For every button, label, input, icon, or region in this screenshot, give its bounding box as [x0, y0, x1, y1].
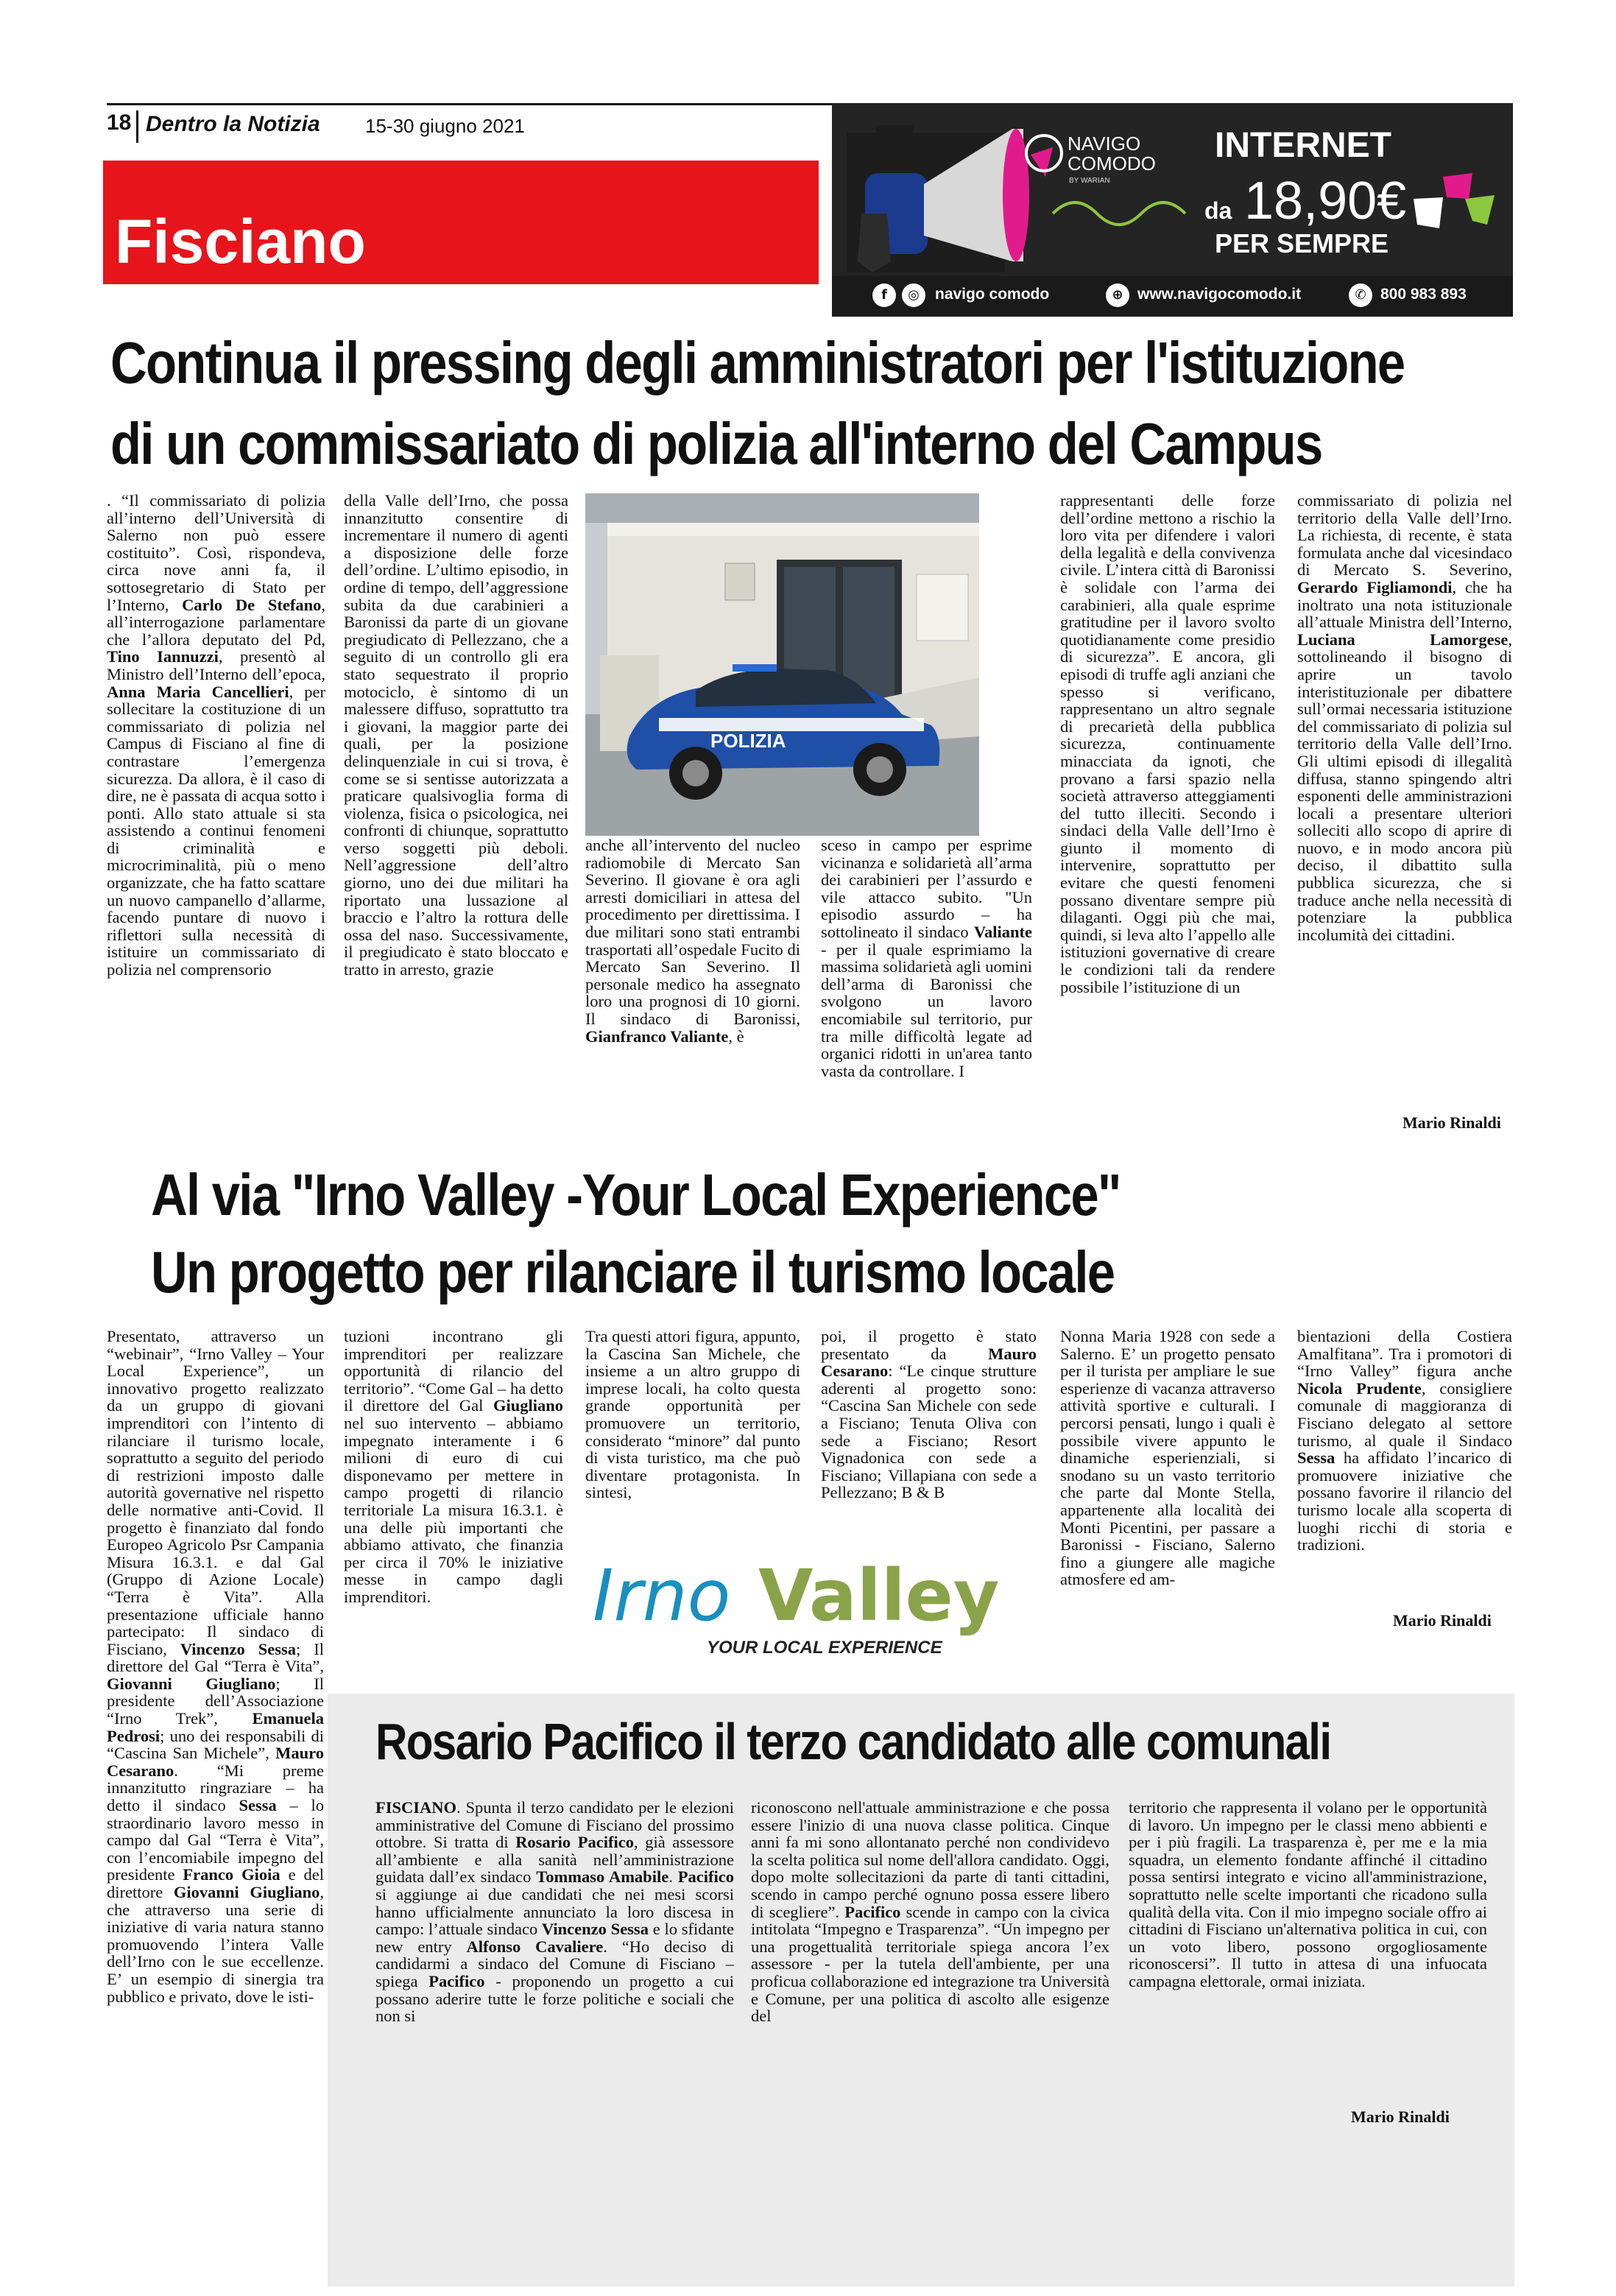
logo-word-irno: Irno [593, 1554, 731, 1637]
article1-photo [585, 493, 979, 836]
section-banner [103, 161, 819, 284]
ad-price: 18,90€ [1244, 172, 1407, 230]
facebook-icon[interactable]: f [872, 284, 896, 307]
article2-column-6: bientazioni della Costiera Amalfitana”. Tra i promotori di “Irno Valley” figura anche Nicola Prudente, consigliere comunale di maggioranza di Fisciano delegato al settore turismo, al quale il Sindaco Sessa ha affidato l’incarico di promuovere iniziative che possano favorire il rilancio del turismo locale alla scoperta di luoghi ricchi di storia e tradizioni. [1297, 1327, 1512, 1554]
article2-column-4: poi, il progetto è stato presentato da Mauro Cesarano: “Le cinque strutture aderenti al progetto sono: “Cascina San Michele con sede a Fisciano; Tenuta Oliva con sede a Fisciano; Resort Vignadonica con sede a Fisciano; Villapiana con sede a Pellezzano; B & B [821, 1327, 1037, 1502]
megaphone-icon [832, 103, 1513, 276]
article2-column-5: Nonna Maria 1928 con sede a Salerno. E’ un progetto pensato per il turista per ampliare le sue esperienze di vacanza attraverso attività sportive e culturali. I percorsi pensati, lungo i quali è possibile vivere appunto le dinamiche esperienziali, si snodano su un vasto territorio che parte dal Monte Stella, appartenente alla località dei Monti Picentini, per passare a Baronissi - Fisciano, Salerno fino a giungere alle magiche atmosfere ed am- [1060, 1327, 1275, 1589]
article1-column-5: rappresentanti delle forze dell’ordine mettono a rischio la loro vita per difendere i valori della legalità e della convivenza civile. L’intera città di Baronissi è solidale con l’arma dei carabinieri, alla quale esprime gratitudine per il lavoro svolto quotidianamente come presidio di sicurezza”. E ancora, gli episodi di truffe agli anziani che spesso si verificano, rappresentano un altro segnale di precarietà della pubblica sicurezza, continuamente minacciata da ignoti, che provano a farsi spazio nella società attraverso atteggiamenti del tutto illeciti. Secondo i sindaci della Valle dell’Irno è giunto il momento di intervenire, soprattutto per evitare che questi fenomeni possano diventare sempre più dilaganti. Oggi più che mai, quindi, si leva alto l’appello alle istituzioni governative di creare le condizioni tali da rendere possibile l’istituzione di un [1060, 491, 1275, 996]
logo-word-valley: Valley [758, 1554, 1000, 1637]
article2-column-3: Tra questi attori figura, appunto, la Cascina San Michele, che insieme a un altro gruppo di imprese locali, ha colto questa grande opportunità per promuovere un territorio, considerato “minore” dal punto di vista turistico, ma che può diventare protagonista. In sintesi, [585, 1327, 800, 1502]
article1-headline-line2: di un commissariato di polizia all'interno del Campus [110, 411, 1322, 476]
article2-column-2: tuzioni incontrano gli imprenditori per realizzare opportunità di rilancio del territorio”. “Come Gal – ha detto il direttore del Gal Giugliano nel suo intervento – abbiamo impegnato interamente i 6 milioni di euro di cui disponevamo per mettere in campo progetti di rilancio territoriale La misura 16.3.1. è una delle più importanti che abbiamo attivato, che finanzia per circa il 70% le iniziative messe in campo dagli imprenditori. [344, 1327, 563, 1606]
globe-icon: ⊕ [1106, 284, 1129, 307]
logo-tagline: YOUR LOCAL EXPERIENCE [707, 1638, 942, 1658]
article3-column-3: territorio che rappresenta il volano per le opportunità di lavoro. Un impegno per le classi meno abbienti e per i più fragili. La trasparenza è, per me e la mia squadra, un elemento fondante affinché il cittadino possa sentirsi integrato e vicino all'amministrazione, soprattutto nelle scelte importanti che ricadono sulla qualità della vita. Con il mio impegno sociale offro ai cittadini di Fisciano un'alternativa politica in cui, con un voto libero, possono orgogliosamente riconoscersi”. Il tutto in attesa di una infuocata campagna elettorale, ormai iniziata. [1129, 1798, 1487, 1990]
irno-valley-logo [589, 1543, 1001, 1668]
ad-phone[interactable]: 800 983 893 [1380, 286, 1467, 303]
article3-column-1: FISCIANO. Spunta il terzo candidato per le elezioni amministrative del Comune di Fisciano del prossimo ottobre. Si tratta di Rosario Pacifico, già assessore all’ambiente e alla sanità nell’amministrazione guidata dall’ex sindaco Tommaso Amabile. Pacifico si aggiunge ai due candidati che nei mesi scorsi hanno ufficialmente annunciato la loro discesa in campo: l’attuale sindaco Vincenzo Sessa e lo sfidante new entry Alfonso Cavaliere. “Ho deciso di candidarmi a sindaco del Comune di Fisciano – spiega Pacifico - proponendo un progetto a cui possano aderire tutte le forze politiche e sociali che non si [375, 1798, 735, 2026]
article3-headline: Rosario Pacifico il terzo candidato alle comunali [375, 1713, 1331, 1770]
header-separator [136, 110, 138, 143]
ad-social[interactable]: navigo comodo [935, 286, 1050, 303]
article2-headline-line2: Un progetto per rilanciare il turismo locale [151, 1239, 1115, 1305]
ad-tagline: PER SEMPRE [1215, 228, 1389, 258]
article1-column-1: . “Il commissariato di polizia all’interno dell’Università di Salerno non può essere costituito”. Così, rispondeva, circa nove anni fa, il sottosegretario di Stato per l’Interno, Carlo De Stefano, all’interrogazione parlamentare che l’allora deputato del Pd, Tino Iannuzzi, presentò al Ministro dell’Interno dell’epoca, Anna Maria Cancellieri, per sollecitare la costituzione di un commissariato di polizia nel Campus di Fisciano al fine di contrastare l’emergenza sicurezza. Da allora, è il caso di dire, ne è passata di acqua sotto i ponti. Allo stato attuale si sta assistendo a continui fenomeni di criminalità e microcriminalità, più o meno organizzate, che ha fatto scattare un nuovo campanello d’allarme, facendo puntare di nuovo i riflettori sulla necessità di istituire un commissariato di polizia nel comprensorio [107, 491, 326, 979]
ad-da: da [1204, 197, 1232, 224]
photo-car-label: POLIZIA [710, 730, 786, 752]
ad-website[interactable]: www.navigocomodo.it [1137, 286, 1302, 303]
article2-headline-line1: Al via "Irno Valley -Your Local Experience" [151, 1162, 1121, 1228]
article2-column-1: Presentato, attraverso un “webinair”, “Irno Valley – Your Local Experience”, un innovativo progetto realizzato da un gruppo di giovani imprenditori con l’intento di rilanciare il turismo locale, soprattutto a seguito del periodo di restrizioni imposto dalle autorità governative nel rispetto delle normative anti-Covid. Il progetto è finanziato dal fondo Europeo Agricolo Psr Campania Misura 16.3.1. e dal Gal (Gruppo di Azione Locale) “Terra è Vita”. Alla presentazione ufficiale hanno partecipato: Il sindaco di Fisciano, Vincenzo Sessa; Il direttore del Gal “Terra è Vita”, Giovanni Giugliano; Il presidente dell’Associazione “Irno Trek”, Emanuela Pedrosi; uno dei responsabili di “Cascina San Michele”, Mauro Cesarano. “Mi preme innanzitutto ringraziare – ha detto il sindaco Sessa – lo straordinario lavoro messo in campo dal Gal “Terra è Vita”, con l’encomiabile impegno del presidente Franco Gioia e del direttore Giovanni Giugliano, che attraverso una serie di iniziative di varia natura stanno promuovendo l’intera Valle dell’Irno con le sue eccellenze. E’ un esempio di sinergia tra pubblico e privato, dove le isti- [107, 1327, 324, 2006]
article3-column-2: riconoscono nell'attuale amministrazione e che possa essere l'inizio di una nuova classe politica. Cinque anni fa mi sono allontanato perché non condividevo la scelta politica sul nome dell'allora candidato. Oggi, dopo molte sollecitazioni da parte di tanti cittadini, scendo in campo perché ognuno possa essere libero di scegliere”. Pacifico scende in campo con la civica intitolata “Impegno e Trasparenza”. “Un impegno per una progettualità territoriale spiega ancora l’ex assessore - per la tutela dell'ambiente, per una proficua collaborazione ed integrazione tra Università e Comune, per una politica di ascolto alle esigenze del [751, 1798, 1109, 2026]
section-title: Fisciano [115, 207, 366, 276]
article1-column-2: della Valle dell’Irno, che possa innanzitutto consentire di incrementare il numero di agenti a disposizione delle forze dell’ordine. L’ultimo episodio, in ordine di tempo, dell’aggressione subita da due carabinieri a Baronissi da parte di un giovane pregiudicato di Pellezzano, che a seguito di un controllo gli era stato sequestrato il proprio motociclo, è sintomo di un malessere diffuso, soprattutto tra i giovani, la maggior parte dei quali, per la posizione delinquenziale in cui si trova, è come se si sentisse autorizzata a praticare qualsivoglia forma di violenza, fisica o psicologica, nei confronti di chiunque, soprattutto verso soggetti più deboli. Nell’aggressione dell’altro giorno, uno dei due militari ha riportato una lussazione al braccio e l’altro la rottura delle ossa del naso. Successivamente, il pregiudicato è stato bloccato e tratto in arresto, grazie [344, 491, 568, 979]
navigo-logo-icon [1025, 134, 1063, 172]
police-car-photo [585, 493, 979, 836]
article1-author: Mario Rinaldi [1402, 1113, 1501, 1132]
advertisement[interactable] [832, 103, 1513, 317]
ad-brand: NAVIGO COMODO [1068, 133, 1156, 175]
ad-brand-small: BY WARIAN [1069, 177, 1110, 185]
instagram-icon[interactable]: ◎ [902, 284, 925, 307]
masthead: Dentro la Notizia [146, 112, 320, 136]
issue-date: 15-30 giugno 2021 [365, 115, 525, 137]
ad-headline: INTERNET [1215, 126, 1391, 165]
article1-column-6: commissariato di polizia nel territorio della Valle dell’Irno. La richiesta, di recente, è stata formulata anche dal vicesindaco di Mercato S. Severino, Gerardo Figliamondi, che ha inoltrato una nota istituzionale all’attuale Ministra dell’Interno, Luciana Lamorgese, sottolineando il bisogno di aprire un tavolo interistituzionale per dibattere sull’ormai necessaria istituzione del commissariato di polizia sul territorio della Valle dell’Irno. Gli ultimi episodi di illegalità diffusa, stanno spingendo altri esponenti delle amministrazioni locali a presentare ulteriori solleciti allo scopo di aprire di nuovo, e in modo ancora più deciso, il dibattito sulla pubblica sicurezza, che si traduce anche nella necessità di potenziare la pubblica incolumità dei cittadini. [1297, 491, 1512, 944]
article2-author: Mario Rinaldi [1393, 1611, 1492, 1630]
page-number: 18 [107, 110, 132, 135]
article3-author: Mario Rinaldi [1351, 2107, 1450, 2126]
phone-icon: ✆ [1349, 284, 1372, 307]
article1-column-3: anche all’intervento del nucleo radiomobile di Mercato San Severino. Il giovane è ora agli arresti domiciliari in attesa del procedimento per direttissima. I due militari sono stati entrambi trasportati all’ospedale Fucito di Mercato San Severino. Il personale medico ha assegnato loro una prognosi di 10 giorni. Il sindaco di Baronissi, Gianfranco Valiante, è [585, 836, 800, 1046]
article1-headline-line1: Continua il pressing degli amministratori per l'istituzione [110, 330, 1405, 395]
article1-column-4: sceso in campo per esprime vicinanza e solidarietà all’arma dei carabinieri per l’assurdo e vile attacco subito. "Un episodio assurdo – ha sottolineato il sindaco Valiante - per il quale esprimiamo la massima solidarietà agli uomini dell’arma di Baronissi che svolgono un lavoro encomiabile sul territorio, pur tra mille difficoltà legate ad organici ridotti in un'area tanto vasta da controllare. I [821, 836, 1032, 1080]
